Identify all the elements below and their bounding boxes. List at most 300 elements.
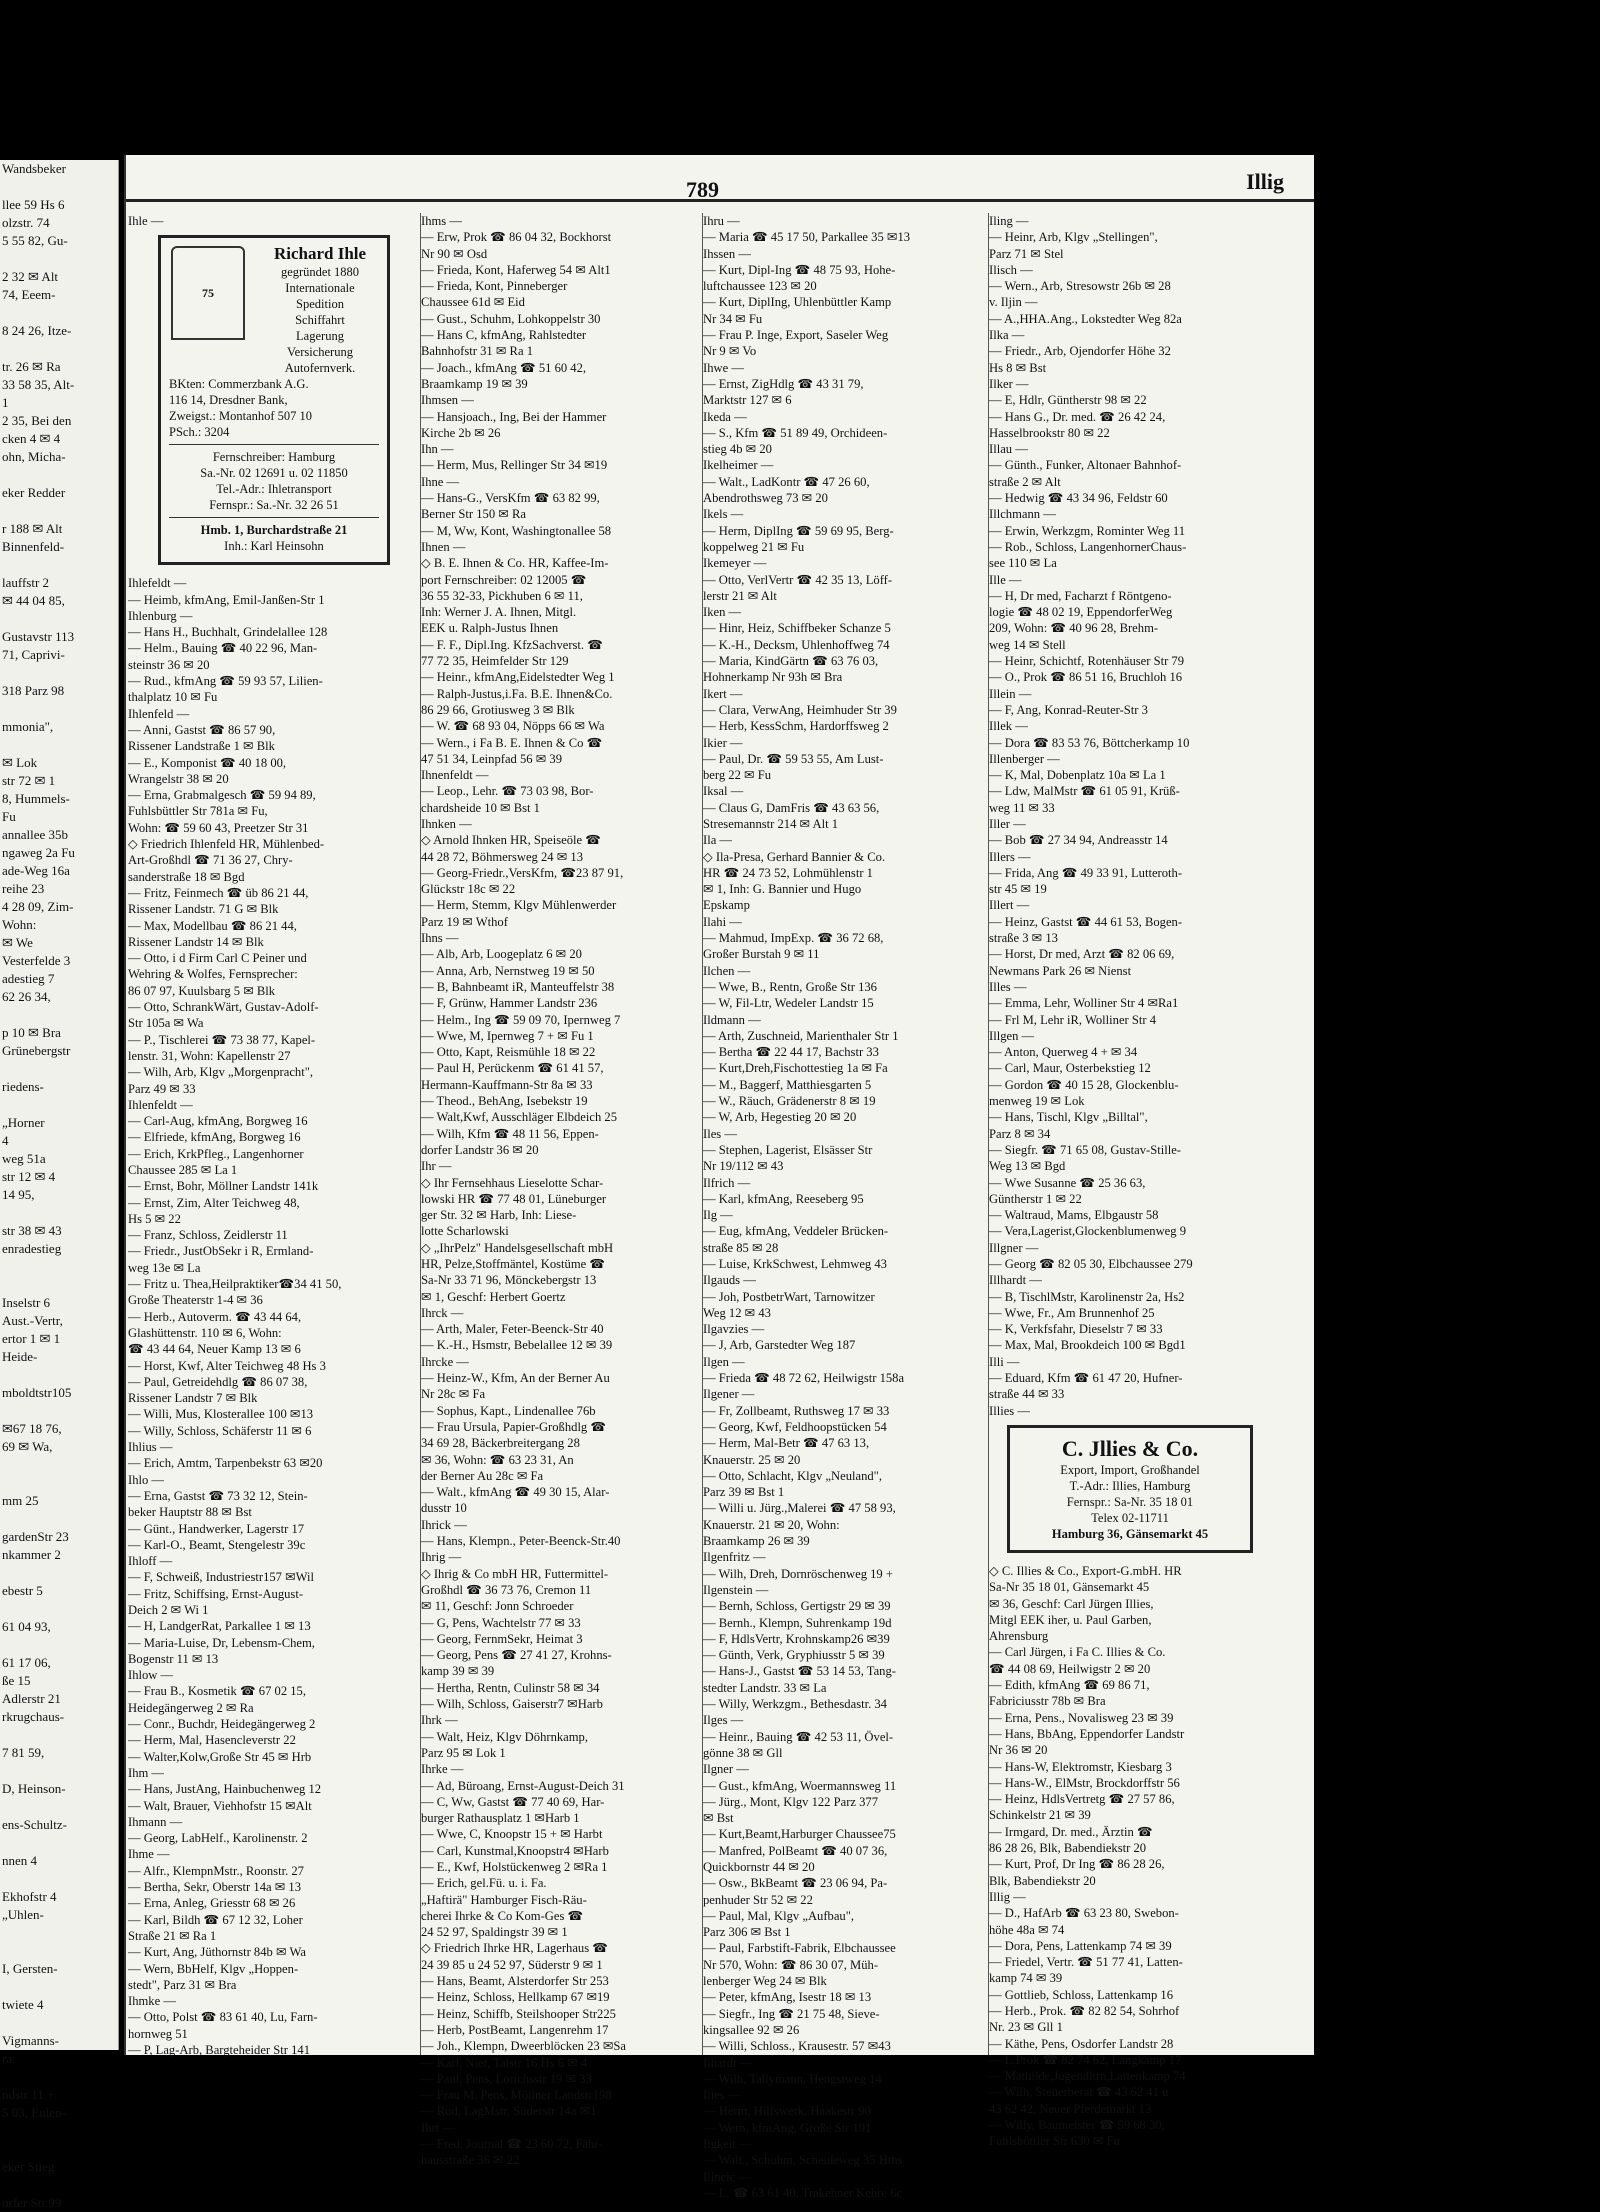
directory-entry: cherei Ihrke & Co Kom-Ges ☎ bbox=[421, 1908, 584, 1923]
fragment-line bbox=[0, 1798, 118, 1816]
directory-entry: — D., HafArb ☎ 63 23 80, Swebon- bbox=[989, 1906, 1179, 1921]
directory-entry: ◇ Ihr Fernsehhaus Lieselotte Schar- bbox=[421, 1175, 604, 1190]
directory-entry: Ihrig — bbox=[421, 1550, 462, 1565]
directory-entry: Rissener Landstr 7 ✉ Blk bbox=[128, 1391, 258, 1406]
directory-entry: — Georg, Pens ☎ 27 41 27, Krohns- bbox=[421, 1648, 612, 1663]
fragment-line: ✉ Lok bbox=[2, 755, 38, 770]
directory-entry: — Heinz, Schloss, Hellkamp 67 ✉19 bbox=[421, 1990, 610, 2005]
directory-entry: — F, Schweiß, Industriestr157 ✉Wil bbox=[128, 1570, 315, 1585]
fragment-line bbox=[0, 610, 118, 628]
directory-entry: luftchaussee 123 ✉ 20 bbox=[703, 279, 817, 294]
fragment-line: ens-Schultz- bbox=[2, 1817, 67, 1832]
directory-entry: — S., Kfm ☎ 51 89 49, Orchideen- bbox=[703, 425, 888, 440]
directory-entry: — Karl, Niet, Talstr 16 Hs 6 ✉ 4 bbox=[421, 2055, 588, 2070]
fragment-line: mm 25 bbox=[2, 1493, 39, 1508]
fragment-line: 69 ✉ Wa, bbox=[2, 1439, 53, 1454]
directory-entry: Parz 71 ✉ Stel bbox=[989, 246, 1064, 261]
directory-entry: Ihlow — bbox=[128, 1668, 174, 1683]
directory-entry: Ihru — bbox=[703, 214, 740, 228]
running-head: Illig bbox=[1246, 169, 1284, 194]
ad-service-line: Autofernverk. bbox=[284, 361, 356, 376]
fragment-line bbox=[0, 736, 118, 754]
directory-entry: Ihlefeldt — bbox=[128, 576, 187, 591]
directory-entry: — Fred, Journal ☎ 23 60 72, Fähr- bbox=[421, 2137, 603, 2152]
directory-entry: — Irmgard, Dr. med., Ärztin ☎ bbox=[989, 1824, 1153, 1839]
directory-entry: — O., Prok ☎ 86 51 16, Bruchloh 16 bbox=[989, 670, 1183, 685]
directory-entry: — Frau M, Pens, Möllner Landstr198 bbox=[421, 2088, 612, 2103]
directory-entry: — Frau B., Kosmetik ☎ 67 02 15, bbox=[128, 1684, 307, 1699]
directory-entry: — Peter, kfmAng, Isestr 18 ✉ 13 bbox=[703, 1990, 872, 2005]
ad-bank-line: BKten: Commerzbank A.G. bbox=[169, 377, 309, 392]
directory-entry: stedter Landstr. 33 ✉ La bbox=[703, 1680, 827, 1695]
directory-entry: — K.-H., Hsmstr, Bebelallee 12 ✉ 39 bbox=[421, 1338, 613, 1353]
directory-entry: Parz 95 ✉ Lok 1 bbox=[421, 1745, 506, 1760]
directory-entry: Ihlius — bbox=[128, 1440, 173, 1455]
directory-entry: — Wilh, Tallymann, Hengstweg 14 bbox=[703, 2071, 882, 2086]
directory-entry: — Frau P. Inge, Export, Saseler Weg bbox=[703, 328, 889, 343]
directory-entry: — Wilh, Arb, Klgv „Morgenpracht", bbox=[128, 1065, 314, 1080]
directory-entry: höhe 48a ✉ 74 bbox=[989, 1922, 1065, 1937]
directory-entry: der Berner Au 28c ✉ Fa bbox=[421, 1468, 544, 1483]
directory-entry: — H, Dr med, Facharzt f Röntgeno- bbox=[989, 588, 1172, 603]
directory-entry: — Franz, Schloss, Zeidlerstr 11 bbox=[128, 1228, 288, 1243]
directory-entry: — Wwe, B., Rentn, Große Str 136 bbox=[703, 979, 877, 994]
directory-entry: — Fritz u. Thea,Heilpraktiker☎34 41 50, bbox=[128, 1277, 342, 1292]
fragment-line: Gustavstr 113 bbox=[2, 629, 75, 644]
directory-entry: Illgen — bbox=[989, 1028, 1035, 1043]
directory-entry: — Hans-J., Gastst ☎ 53 14 53, Tang- bbox=[703, 1664, 896, 1679]
directory-entry: Illau — bbox=[989, 442, 1028, 457]
directory-entry: — Herm, Mal-Betr ☎ 47 63 13, bbox=[703, 1436, 870, 1451]
directory-entry: Newmans Park 26 ✉ Nienst bbox=[989, 963, 1132, 978]
directory-entry: — Kurt,Beamt,Harburger Chaussee75 bbox=[703, 1827, 896, 1842]
directory-entry: Glashüttenstr. 110 ✉ 6, Wohn: bbox=[128, 1325, 282, 1340]
fragment-line bbox=[0, 1726, 118, 1744]
directory-entry: Kirche 2b ✉ 26 bbox=[421, 425, 501, 440]
directory-entry: Iken — bbox=[703, 605, 742, 620]
directory-entry: — Osw., BkBeamt ☎ 23 06 94, Pa- bbox=[703, 1876, 888, 1891]
directory-entry: Knauerstr. 25 ✉ 20 bbox=[703, 1452, 801, 1467]
directory-entry: Ilka — bbox=[989, 328, 1025, 343]
directory-entry: — Erwin, Werkzgm, Rominter Weg 11 bbox=[989, 523, 1186, 538]
directory-entry: Ilg — bbox=[703, 1208, 733, 1223]
directory-entry: Wehring & Wolfes, Fernsprecher: bbox=[128, 967, 298, 982]
fragment-line: ße 15 bbox=[2, 1673, 31, 1688]
fragment-line bbox=[0, 466, 118, 484]
directory-entry: Ihne — bbox=[421, 474, 460, 489]
directory-entry: EEK u. Ralph-Justus Ihnen bbox=[421, 621, 559, 636]
directory-entry: Parz 39 ✉ Bst 1 bbox=[703, 1485, 785, 1500]
directory-entry: — Frieda, Kont, Haferweg 54 ✉ Alt1 bbox=[421, 262, 611, 277]
directory-entry: 34 69 28, Bäckerbreitergang 28 bbox=[421, 1436, 580, 1451]
ad-contact-line: Tel.-Adr.: Ihletransport bbox=[216, 482, 332, 497]
directory-entry: Güntherstr 1 ✉ 22 bbox=[989, 1191, 1082, 1206]
fragment-line: 7 81 59, bbox=[2, 1745, 45, 1760]
directory-entry: — Hans C, kfmAng, Rahlstedter bbox=[421, 328, 587, 343]
directory-entry: — Frl M, Lehr iR, Wolliner Str 4 bbox=[989, 1012, 1157, 1027]
fragment-line: 74, Eeem- bbox=[2, 287, 56, 302]
directory-entry: thalplatz 10 ✉ Fu bbox=[128, 690, 218, 705]
directory-entry: — Horst, Dr med, Arzt ☎ 82 06 69, bbox=[989, 947, 1175, 962]
directory-entry: ✉ 11, Geschf: Jonn Schroeder bbox=[421, 1599, 574, 1614]
directory-entry: Iksal — bbox=[703, 784, 744, 799]
fragment-line: Fu bbox=[2, 809, 16, 824]
directory-entry: — Frieda ☎ 48 72 62, Heilwigstr 158a bbox=[703, 1371, 905, 1386]
directory-entry: — Maria-Luise, Dr, Lebensm-Chem, bbox=[128, 1635, 315, 1650]
fragment-line: gardenStr 23 bbox=[2, 1529, 69, 1544]
directory-entry: — Willy, Baumeister ☎ 59 68 30, bbox=[989, 2118, 1165, 2133]
fragment-line bbox=[0, 1456, 118, 1474]
fragment-line bbox=[0, 1942, 118, 1960]
directory-entry: — Hans G., Dr. med. ☎ 26 42 24, bbox=[989, 409, 1166, 424]
fragment-line: ertor 1 ✉ 1 bbox=[2, 1331, 61, 1346]
directory-entry: — Friedel, Vertr. ☎ 51 77 41, Latten- bbox=[989, 1955, 1183, 1970]
directory-entry: — K, Verkfsfahr, Dieselstr 7 ✉ 33 bbox=[989, 1322, 1163, 1337]
directory-entry: ◇ Friedrich Ihrke HR, Lagerhaus ☎ bbox=[421, 1941, 608, 1956]
directory-entry: — Fr, Zollbeamt, Ruthsweg 17 ✉ 33 bbox=[703, 1403, 890, 1418]
ad-bank-line: 116 14, Dresdner Bank, bbox=[169, 393, 288, 408]
ad-address: Hamburg 36, Gänsemarkt 45 bbox=[1051, 1526, 1209, 1541]
ad-bank-line: Zweigst.: Montanhof 507 10 bbox=[169, 409, 313, 424]
directory-entry: — Wwe, Fr., Am Brunnenhof 25 bbox=[989, 1305, 1155, 1320]
directory-entry: Ihms — bbox=[421, 214, 462, 228]
directory-entry: weg 14 ✉ Stell bbox=[989, 637, 1066, 652]
fragment-line bbox=[0, 2140, 118, 2158]
directory-entry: Nr 19/112 ✉ 43 bbox=[703, 1159, 784, 1174]
directory-entry: — Hans, JustAng, Hainbuchenweg 12 bbox=[128, 1782, 322, 1797]
directory-entry: Ilgkeit — bbox=[703, 2137, 752, 2152]
fragment-line: 1 bbox=[2, 395, 9, 410]
directory-entry: Sa-Nr 33 71 96, Mönckebergstr 13 bbox=[421, 1273, 597, 1288]
directory-entry: ☎ 43 44 64, Neuer Kamp 13 ✉ 6 bbox=[128, 1342, 301, 1357]
directory-entry: — Helm., Ing ☎ 59 09 70, Ipernweg 7 bbox=[421, 1012, 621, 1027]
directory-entry: Mitgl EEK iher, u. Paul Garben, bbox=[989, 1612, 1152, 1627]
directory-entry: — Gordon ☎ 40 15 28, Glockenblu- bbox=[989, 1077, 1179, 1092]
ad-title: C. Jllies & Co. bbox=[1061, 1435, 1199, 1461]
directory-entry: Illert — bbox=[989, 898, 1030, 913]
directory-entry: — Frau Ursula, Papier-Großhdlg ☎ bbox=[421, 1419, 607, 1434]
fragment-line bbox=[0, 1366, 118, 1384]
directory-entry: — Heinr, Arb, Klgv „Stellingen", bbox=[989, 230, 1158, 245]
directory-entry: — H, LandgerRat, Parkallee 1 ✉ 13 bbox=[128, 1619, 311, 1634]
fragment-line: str 72 ✉ 1 bbox=[2, 773, 56, 788]
directory-entry: — Hans-W, Elektromstr, Kiesbarg 3 bbox=[989, 1759, 1172, 1774]
directory-entry: Ihnken — bbox=[421, 816, 472, 831]
directory-entry: — P., Tischlerei ☎ 73 38 77, Kapel- bbox=[128, 1032, 316, 1047]
directory-entry: — Heinr., Bauing ☎ 42 53 11, Övel- bbox=[703, 1729, 894, 1744]
directory-entry: — Kurt, DiplIng, Uhlenbüttler Kamp bbox=[703, 295, 892, 310]
directory-entry: — W., Räuch, Grädenerstr 8 ✉ 19 bbox=[703, 1094, 876, 1109]
directory-entry: 24 52 97, Spaldingstr 39 ✉ 1 bbox=[421, 1925, 568, 1940]
directory-entry: Ildmann — bbox=[703, 1012, 761, 1027]
directory-entry: Nr 34 ✉ Fu bbox=[703, 311, 763, 326]
directory-entry: v. Iljin — bbox=[989, 295, 1038, 310]
directory-entry: Ilgenfritz — bbox=[703, 1550, 766, 1565]
directory-entry: 86 28 26, Blk, Babendiekstr 20 bbox=[989, 1841, 1147, 1856]
directory-entry: — Carl, Maur, Osterbekstieg 12 bbox=[989, 1061, 1151, 1076]
directory-entry: — Alb, Arb, Loogeplatz 6 ✉ 20 bbox=[421, 947, 582, 962]
directory-entry: — Erna, Pens., Novalisweg 23 ✉ 39 bbox=[989, 1710, 1174, 1725]
directory-entry: ◇ Ihrig & Co mbH HR, Futtermittel- bbox=[421, 1566, 609, 1581]
directory-entry: — Alfr., KlempnMstr., Roonstr. 27 bbox=[128, 1863, 304, 1878]
ad-line: Telex 02-11711 bbox=[1091, 1510, 1169, 1525]
directory-entry: — Joh., Klempn, Dweerblöcken 23 ✉Sa bbox=[421, 2039, 627, 2054]
directory-entry: lenberger Weg 24 ✉ Blk bbox=[703, 1974, 827, 1989]
fragment-line: cken 4 ✉ 4 bbox=[2, 431, 61, 446]
directory-entry: Ihle — bbox=[128, 214, 164, 228]
directory-entry: Ihlo — bbox=[128, 1472, 165, 1487]
fragment-line: 318 Parz 98 bbox=[2, 683, 65, 698]
directory-entry: — Anna, Arb, Nernstweg 19 ✉ 50 bbox=[421, 963, 595, 978]
directory-entry: Ilfrich — bbox=[703, 1175, 751, 1190]
directory-entry: Illek — bbox=[989, 719, 1028, 734]
fragment-line: 5 55 82, Gu- bbox=[2, 233, 68, 248]
directory-entry: — Gust., Schuhm, Lohkoppelstr 30 bbox=[421, 311, 601, 326]
fragment-line: eker Redder bbox=[2, 485, 66, 500]
fragment-line: ra bbox=[2, 2051, 13, 2066]
directory-entry: — Otto, Kapt, Reismühle 18 ✉ 22 bbox=[421, 1045, 596, 1060]
directory-entry: — P, Lag-Arb, Bargteheider Str 141 bbox=[128, 2043, 310, 2058]
directory-entry: Knauerstr. 21 ✉ 20, Wohn: bbox=[703, 1517, 840, 1532]
directory-entry: — Wern, BbHelf, Klgv „Hoppen- bbox=[128, 1961, 299, 1976]
directory-entry: — Maria, KindGärtn ☎ 63 76 03, bbox=[703, 654, 879, 669]
fragment-line: Wohn: bbox=[2, 917, 37, 932]
fragment-line bbox=[0, 1600, 118, 1618]
directory-entry: — Kurt, Prof, Dr Ing ☎ 86 28 26, bbox=[989, 1857, 1165, 1872]
directory-entry: weg 11 ✉ 33 bbox=[989, 800, 1055, 815]
directory-entry: lowski HR ☎ 77 48 01, Lüneburger bbox=[421, 1191, 607, 1206]
directory-entry: — Ernst, Zim, Alter Teichweg 48, bbox=[128, 1195, 300, 1210]
directory-entry: — Otto, i d Firm Carl C Peiner und bbox=[128, 951, 307, 966]
ad-divider bbox=[169, 444, 379, 445]
fragment-line: Adlerstr 21 bbox=[2, 1691, 61, 1706]
fragment-line bbox=[0, 178, 118, 196]
directory-entry: penhuder Str 52 ✉ 22 bbox=[703, 1892, 813, 1907]
directory-entry: 209, Wohn: ☎ 40 96 28, Brehm- bbox=[989, 621, 1159, 636]
directory-entry: — Willi u. Jürg.,Malerei ☎ 47 58 93, bbox=[703, 1501, 896, 1516]
fragment-line: lauffstr 2 bbox=[2, 575, 50, 590]
directory-entry: Illig — bbox=[989, 1889, 1026, 1904]
directory-entry: Illes — bbox=[989, 979, 1027, 994]
directory-entry: — Carl Jürgen, i Fa C. Illies & Co. bbox=[989, 1645, 1166, 1660]
fragment-line: ✉ 44 04 85, bbox=[2, 593, 65, 608]
directory-entry: — Herm, Mal, Hasencleverstr 22 bbox=[128, 1733, 296, 1748]
fragment-line: D, Heinson- bbox=[2, 1781, 66, 1796]
directory-entry: — Rob., Schloss, LangenhornerChaus- bbox=[989, 539, 1187, 554]
directory-entry: — Herb., Prok. ☎ 82 82 54, Sohrhof bbox=[989, 2003, 1180, 2018]
directory-entry: Ahrensburg bbox=[989, 1629, 1049, 1644]
directory-entry: — Walt., LadKontr ☎ 47 26 60, bbox=[703, 474, 870, 489]
directory-entry: Nr 9 ✉ Vo bbox=[703, 344, 757, 359]
directory-entry: Parz 19 ✉ Wthof bbox=[421, 914, 508, 929]
fragment-line bbox=[0, 502, 118, 520]
fragment-line bbox=[0, 250, 118, 268]
directory-entry: — Hans H., Buchhalt, Grindelallee 128 bbox=[128, 625, 328, 640]
directory-entry: ✉ 36, Wohn: ☎ 63 23 31, An bbox=[421, 1452, 574, 1467]
directory-entry: Nr 28c ✉ Fa bbox=[421, 1387, 486, 1402]
directory-entry: — Karl, kfmAng, Reeseberg 95 bbox=[703, 1191, 864, 1206]
directory-entry: — Ernst, ZigHdlg ☎ 43 31 79, bbox=[703, 376, 864, 391]
directory-entry: — Hedwig ☎ 43 34 96, Feldstr 60 bbox=[989, 491, 1168, 506]
directory-entry: — Waltraud, Mams, Elbgaustr 58 bbox=[989, 1208, 1159, 1223]
fragment-line: mboldtstr105 bbox=[2, 1385, 72, 1400]
directory-entry: — E, Hdlr, Güntherstr 98 ✉ 22 bbox=[989, 393, 1147, 408]
directory-entry: — Theod., BehAng, Isebekstr 19 bbox=[421, 1094, 588, 1109]
fragment-line: ✉67 18 76, bbox=[2, 1421, 62, 1436]
directory-entry: — Joh, PostbetrWart, Tarnowitzer bbox=[703, 1289, 875, 1304]
directory-entry: ✉ 1, Geschf: Herbert Goertz bbox=[421, 1289, 566, 1304]
column-1 bbox=[128, 213, 398, 2058]
fragment-line: rkrugchaus- bbox=[2, 1709, 65, 1724]
directory-entry: Wrangelstr 38 ✉ 20 bbox=[128, 771, 229, 786]
directory-entry: — Willi, Mus, Klosterallee 100 ✉13 bbox=[128, 1407, 314, 1422]
directory-entry: — Horst, Kwf, Alter Teichweg 48 Hs 3 bbox=[128, 1358, 326, 1373]
directory-entry: — Eug, kfmAng, Veddeler Brücken- bbox=[703, 1224, 889, 1239]
directory-entry: Großer Burstah 9 ✉ 11 bbox=[703, 947, 820, 962]
directory-entry: Fuhlsbüttler Str 630 ✉ Fu bbox=[989, 2134, 1120, 2149]
ad-line: Export, Import, Großhandel bbox=[1060, 1462, 1200, 1477]
fragment-line: llee 59 Hs 6 bbox=[2, 197, 65, 212]
fragment-line: ebestr 5 bbox=[2, 1583, 43, 1598]
directory-entry: Ihwe — bbox=[703, 360, 744, 375]
directory-entry: HR ☎ 24 73 52, Lohmühlenstr 1 bbox=[703, 865, 873, 880]
fragment-line: tr. 26 ✉ Ra bbox=[2, 359, 61, 374]
directory-entry: Hohnerkamp Nr 93h ✉ Bra bbox=[703, 670, 843, 685]
ad-illies bbox=[1007, 1425, 1253, 1553]
directory-entry: — Dora, Pens, Lattenkamp 74 ✉ 39 bbox=[989, 1938, 1172, 1953]
directory-entry: — Heinz, Schiffb, Steilshooper Str225 bbox=[421, 2006, 616, 2021]
directory-entry: see 110 ✉ La bbox=[989, 556, 1057, 571]
directory-entry: — Walt,Kwf, Ausschläger Elbdeich 25 bbox=[421, 1110, 618, 1125]
directory-entry: — Wern., Arb, Stresowstr 26b ✉ 28 bbox=[989, 279, 1171, 294]
fragment-line: 61 04 93, bbox=[2, 1619, 51, 1634]
directory-entry: — Bernh., Klempn, Suhrenkamp 19d bbox=[703, 1615, 892, 1630]
ad-service-line: Schiffahrt bbox=[295, 313, 345, 328]
fragment-line bbox=[0, 2014, 118, 2032]
directory-entry: — Stephen, Lagerist, Elsässer Str bbox=[703, 1142, 873, 1157]
directory-entry: — Herm, Mus, Rellinger Str 34 ✉19 bbox=[421, 458, 608, 473]
fragment-line: 2 32 ✉ Alt bbox=[2, 269, 59, 284]
directory-entry: Großhdl ☎ 36 73 76, Cremon 11 bbox=[421, 1582, 592, 1597]
directory-entry: — Kurt, Dipl-Ing ☎ 48 75 93, Hohe- bbox=[703, 262, 896, 277]
fragment-line: 2 35, Bei den bbox=[2, 413, 72, 428]
directory-entry: — K, Mal, Dobenplatz 10a ✉ La 1 bbox=[989, 768, 1166, 783]
directory-entry: ◇ C. Illies & Co., Export-G.mbH. HR bbox=[989, 1563, 1182, 1578]
directory-entry: — Walt., kfmAng ☎ 49 30 15, Alar- bbox=[421, 1485, 610, 1500]
directory-entry: Chaussee 285 ✉ La 1 bbox=[128, 1162, 238, 1177]
directory-entry: Art-Großhdl ☎ 71 36 27, Chry- bbox=[128, 853, 293, 868]
directory-entry: Iling — bbox=[989, 214, 1029, 228]
directory-entry: — W, Fil-Ltr, Wedeler Landstr 15 bbox=[703, 996, 874, 1011]
directory-entry: Rissener Landstr 14 ✉ Blk bbox=[128, 934, 264, 949]
directory-entry: — Jürg., Mont, Klgv 122 Parz 377 bbox=[703, 1794, 879, 1809]
directory-entry: Ilchen — bbox=[703, 963, 751, 978]
directory-entry: ◇ Ila-Presa, Gerhard Bannier & Co. bbox=[703, 849, 886, 864]
directory-entry: — Heinr., kfmAng,Eidelstedter Weg 1 bbox=[421, 670, 615, 685]
ad-title: Richard Ihle bbox=[273, 244, 367, 264]
directory-entry: Ikert — bbox=[703, 686, 743, 701]
fragment-line bbox=[0, 1834, 118, 1852]
ad-service-line: Internationale bbox=[285, 281, 355, 296]
directory-entry: Bahnhofstr 31 ✉ Ra 1 bbox=[421, 344, 533, 359]
directory-entry: — Joach., kfmAng ☎ 51 60 42, bbox=[421, 360, 587, 375]
fragment-line: 14 95, bbox=[2, 1187, 35, 1202]
directory-entry: Ihmann — bbox=[128, 1814, 183, 1829]
directory-entry: — Frieda, Kont, Pinneberger bbox=[421, 279, 568, 294]
directory-entry: Ilges — bbox=[703, 1713, 744, 1728]
directory-entry: — Paul, Mal, Klgv „Aufbau", bbox=[703, 1908, 854, 1923]
directory-entry: Ihlenfeldt — bbox=[128, 1097, 193, 1112]
directory-entry: — Ad, Büroang, Ernst-August-Deich 31 bbox=[421, 1778, 625, 1793]
directory-entry: steinstr 36 ✉ 20 bbox=[128, 657, 210, 672]
fragment-line: 62 26 34, bbox=[2, 989, 51, 1004]
directory-entry: — Hansjoach., Ing, Bei der Hammer bbox=[421, 409, 607, 424]
directory-entry: dusstr 10 bbox=[421, 1501, 467, 1516]
directory-entry: — Paul, Pens, Lorichsstr 19 ✉ 33 bbox=[421, 2071, 592, 2086]
fragment-line: nkammer 2 bbox=[2, 1547, 61, 1562]
directory-entry: beker Hauptstr 88 ✉ Bst bbox=[128, 1505, 252, 1520]
directory-entry: Ihnen — bbox=[421, 539, 466, 554]
directory-entry: — Heinz, Gastst ☎ 44 61 53, Bogen- bbox=[989, 914, 1183, 929]
fragment-line: p 10 ✉ Bra bbox=[2, 1025, 61, 1040]
fragment-line: adestieg 7 bbox=[2, 971, 55, 986]
directory-entry: Parz 8 ✉ 34 bbox=[989, 1126, 1051, 1141]
directory-entry: 43 62 42, Neuer Pferdemarkt 13 bbox=[989, 2101, 1152, 2116]
directory-entry: — Wwe, C, Knoopstr 15 + ✉ Harbt bbox=[421, 1827, 603, 1842]
directory-entry: — Erich, gel.Fü. u. i. Fa. bbox=[421, 1876, 547, 1891]
directory-entry: — Heinr, Schichtf, Rotenhäuser Str 79 bbox=[989, 654, 1185, 669]
directory-entry: Ihme — bbox=[128, 1847, 170, 1862]
directory-entry: — Edith, kfmAng ☎ 69 86 71, bbox=[989, 1678, 1150, 1693]
directory-entry: — Anton, Querweg 4 + ✉ 34 bbox=[989, 1045, 1138, 1060]
directory-entry: — Max, Mal, Brookdeich 100 ✉ Bgd1 bbox=[989, 1338, 1186, 1353]
directory-entry: — Luise, KrkSchwest, Lehmweg 43 bbox=[703, 1257, 887, 1271]
directory-entry: — Bernh, Schloss, Gertigstr 29 ✉ 39 bbox=[703, 1599, 891, 1614]
directory-entry: stieg 4b ✉ 20 bbox=[703, 442, 772, 457]
directory-entry: — Erich, Amtm, Tarpenbekstr 63 ✉20 bbox=[128, 1456, 323, 1471]
ad-contact-line: Sa.-Nr. 02 12691 u. 02 11850 bbox=[200, 466, 348, 481]
directory-entry: — Karl-O., Beamt, Stengelestr 39c bbox=[128, 1537, 306, 1552]
directory-entry: Berner Str 150 ✉ Ra bbox=[421, 507, 526, 522]
directory-entry: — Willi, Schloss., Krausestr. 57 ✉43 bbox=[703, 2039, 891, 2054]
directory-entry: burger Rathausplatz 1 ✉Harb 1 bbox=[421, 1811, 580, 1826]
fragment-line bbox=[0, 1564, 118, 1582]
directory-entry: Heidegängerweg 2 ✉ Ra bbox=[128, 1700, 254, 1715]
company-logo-icon: 75 bbox=[171, 246, 245, 340]
directory-entry: — F. F., Dipl.Ing. KfzSachverst. ☎ bbox=[421, 637, 603, 652]
fragment-line bbox=[0, 1096, 118, 1114]
directory-entry: Ikemeyer — bbox=[703, 556, 767, 571]
fragment-line bbox=[0, 1006, 118, 1024]
directory-entry: — Georg-Friedr.,VersKfm, ☎23 87 91, bbox=[421, 865, 624, 880]
fragment-line: nnen 4 bbox=[2, 1853, 38, 1868]
directory-entry: Ihmke — bbox=[128, 1994, 176, 2009]
directory-entry: — B, Bahnbeamt iR, Manteuffelstr 38 bbox=[421, 979, 615, 994]
directory-entry: Chaussee 61d ✉ Eid bbox=[421, 295, 525, 310]
directory-entry: Illenberger — bbox=[989, 751, 1060, 766]
fragment-line bbox=[0, 340, 118, 358]
fragment-line bbox=[0, 664, 118, 682]
fragment-line: Inselstr 6 bbox=[2, 1295, 51, 1310]
directory-entry: — Sophus, Kapt., Lindenallee 76b bbox=[421, 1403, 596, 1418]
directory-entry: — Hans, BbAng, Eppendorfer Landstr bbox=[989, 1726, 1185, 1741]
directory-entry: Ihns — bbox=[421, 931, 459, 946]
fragment-line bbox=[0, 1870, 118, 1888]
fragment-line: 4 bbox=[2, 1133, 9, 1148]
fragment-line bbox=[0, 1474, 118, 1492]
directory-entry: — Herb, KessSchm, Hardorffsweg 2 bbox=[703, 719, 889, 734]
directory-entry: — Otto, SchrankWärt, Gustav-Adolf- bbox=[128, 1000, 319, 1015]
